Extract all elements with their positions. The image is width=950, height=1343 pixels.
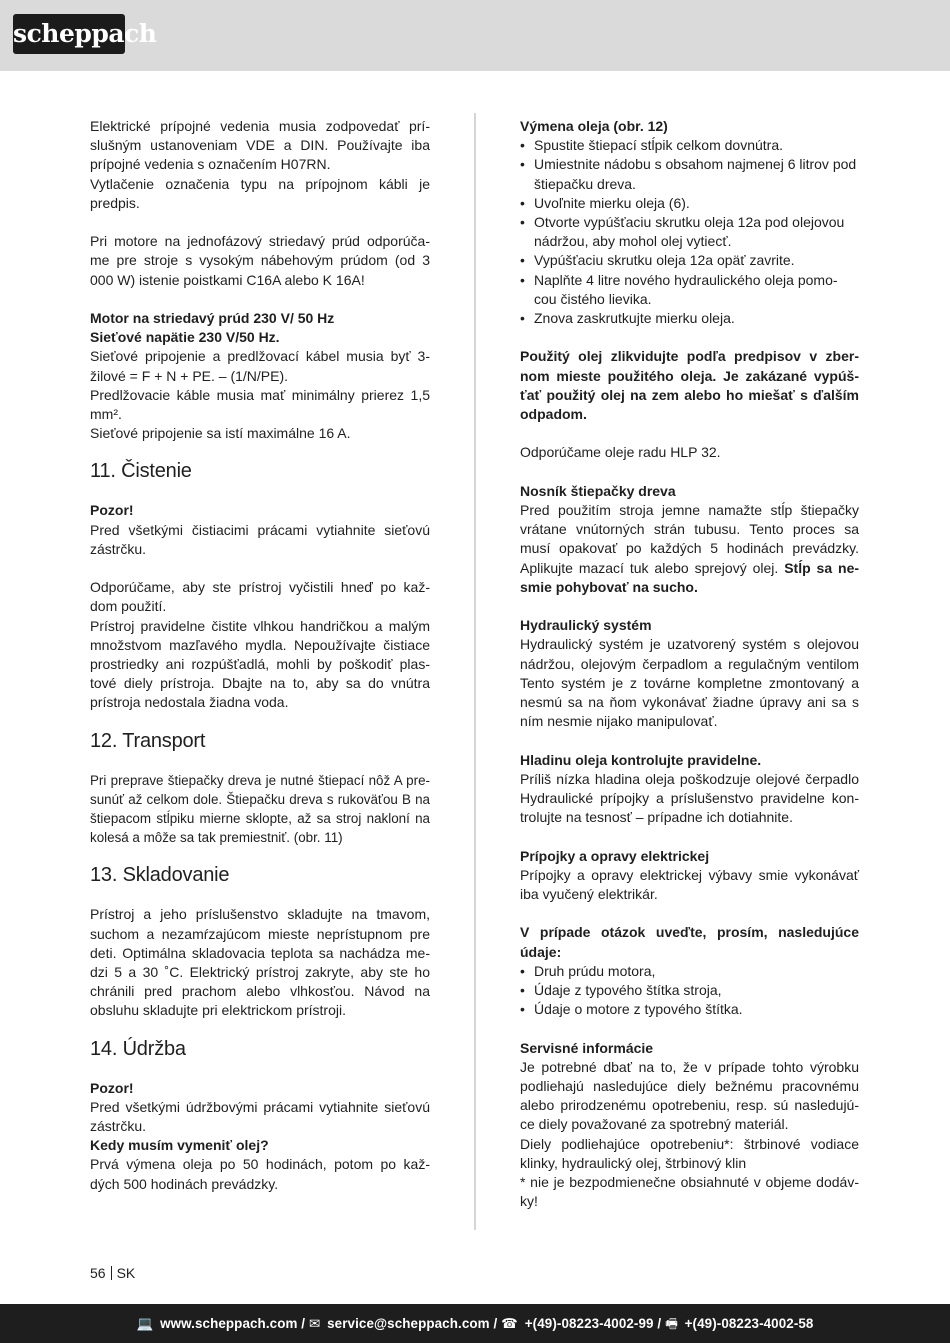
disposal-warning: Použitý olej zlikvidujte podľa predpisov v zber-nom mieste použitého oleja. Je zakázané vypúš-ťať použitý olej na zem alebo ho miešať s ďalším odpadom. [520,348,859,423]
subheading: Nosník štiepačky dreva [520,482,676,499]
subheading: Výmena oleja (obr. 12) [520,118,668,134]
paragraph: Sieťové pripojenie a predlžovací kábel musia byť 3-žilové = F + N + PE. – (1/N/PE). [90,348,430,384]
list-item: • Druh prúdu motora, [520,962,859,981]
list-item: • Údaje z typového štítka stroja, [520,981,859,1000]
right-column [520,117,859,1211]
required-info-list [520,962,859,1020]
paragraph: Pred všetkými údržbovými prácami vytiahnite sieťovú zástrčku. [90,1098,430,1135]
subheading: V prípade otázok uveďte, prosím, nasledujúce údaje: [520,924,859,960]
section-heading-maintenance [90,1037,430,1061]
separator [111,1266,112,1280]
section-heading-storage [90,863,430,887]
section-number: 13. [90,864,118,887]
paragraph: Predlžovacie káble musia mať minimálny prierez 1,5 mm². [90,386,430,423]
list-item: • Uvoľnite mierku oleja (6). [520,194,859,213]
computer-icon: 💻 [136,1316,154,1331]
phone-icon: ☎ [501,1316,518,1331]
warning-label: Pozor! [90,1079,134,1096]
list-item: • Spustite štiepací stĺpik celkom dovnútra. [520,136,859,155]
paragraph: Pri motore na jednofázový striedavý prúd odporúča-me pre stroje s vysokým nábehovým prúdom (od 3 000 W) istenie poistkami C16A alebo K 16A! [90,233,430,288]
fax-icon: 🖷 [665,1316,678,1331]
page-number [90,1264,135,1282]
section-title: Skladovanie [122,864,230,887]
phone-number: +(49)-08223-4002-99 / [524,1316,662,1331]
section-title: Údržba [122,1037,186,1060]
column-divider [474,113,476,1230]
email-link[interactable]: service@scheppach.com / [327,1316,498,1331]
paragraph: Pri preprave štiepačky dreva je nutné štiepací nôž A pre-sunúť až celkom dole. Štiepačku dreva s rukoväťou B na štiepacom stĺpiku mierne sklopte, až sa stroj nakloní na kolesá a môže sa tak premiestniť. (obr. 11) [90,772,430,846]
paragraph: Prípojky a opravy elektrickej výbavy smie vykonávať iba vyučený elektrikár. [520,866,859,903]
section-number: 14. [90,1037,118,1060]
bold-note: Stĺp sa ne-smie pohybovať na sucho. [520,559,860,595]
paragraph: Prvá výmena oleja po 50 hodinách, potom po kaž-dých 500 hodinách prevádzky. [90,1156,430,1192]
scheppach-logo: scheppach [13,14,125,54]
list-item: • Údaje o motore z typového štítka. [520,1000,859,1019]
list-item: • Otvorte vypúšťaciu skrutku oleja 12a pod olejovou nádržou, aby mohol olej vytiecť. [520,213,859,251]
paragraph: Odporúčame, aby ste prístroj vyčistili hneď po kaž-dom použití. [90,579,430,615]
fax-number: +(49)-08223-4002-58 [684,1316,814,1331]
subheading: Hladinu oleja kontrolujte pravidelne. [520,751,762,768]
language-code: SK [116,1265,136,1281]
subheading: Kedy musím vymeniť olej? [90,1137,269,1154]
paragraph: Pred všetkými čistiacimi prácami vytiahnite sieťovú zástrčku. [90,521,430,557]
subheading: Motor na striedavý prúd 230 V/ 50 Hz [90,310,335,326]
subheading: Servisné informácie [520,1039,654,1056]
left-column [90,117,430,1194]
mail-icon: ✉ [308,1316,321,1331]
section-number: 12. [90,729,118,752]
subheading: Sieťové napätie 230 V/50 Hz. [90,329,280,346]
page-number-value: 56 [90,1265,106,1281]
section-heading-transport [90,729,430,753]
paragraph: Diely podliehajúce opotrebeniu*: štrbinové vodiace klinky, hydraulický olej, štrbinový klin [520,1135,859,1171]
list-item: • Umiestnite nádobu s obsahom najmenej 6 litrov pod štiepačku dreva. [520,155,859,193]
paragraph: Je potrebné dbať na to, že v prípade tohto výrobku podliehajú nasledujúce diely bežnému pracovnému alebo prirodzenému opotrebeniu, resp. sú nasledujú-ce diely považované za spotrebný materiál. [520,1058,859,1133]
paragraph: * nie je bezpodmienečne obsiahnuté v objeme dodáv-ky! [520,1174,859,1210]
paragraph: Odporúčame oleje radu HLP 32. [520,444,721,461]
paragraph: Prístroj pravidelne čistite vlhkou handričkou a malým množstvom mazľavého mydla. Nepoužívajte čistiace prostriedky ani rozpúšťadlá, mohli by poškodiť plas-tové diely prístroja. Dbajte na to, aby sa do vnútra prístroja nedostala žiadna voda. [90,617,430,711]
oil-change-steps [520,136,859,328]
paragraph: Príliš nízka hladina oleja poškodzuje olejové čerpadlo Hydraulické prípojky a príslušenstvo pravidelne kon-trolujte na tesnosť – prípadne ich dotiahnite. [520,770,859,826]
paragraph-text: Pred použitím stroja jemne namažte stĺp štiepačky vrátane vnútorných strán tubusu. Tento proces sa musí opakovať po každých 5 hodinách prevádzky. Aplikujte mazací tuk alebo sprejový olej. [520,502,859,576]
warning-label: Pozor! [90,502,134,519]
paragraph [520,501,859,597]
subheading: Prípojky a opravy elektrickej [520,847,710,864]
paragraph: Vytlačenie označenia typu na prípojnom kábli je predpis. [90,175,430,211]
list-item: • Naplňte 4 litre nového hydraulického oleja pomo-cou čistého lievika. [520,271,859,309]
list-item: • Vypúšťaciu skrutku oleja 12a opäť zavrite. [520,251,859,270]
section-heading-cleaning [90,459,430,483]
subheading: Hydraulický systém [520,617,652,634]
paragraph: Hydraulický systém je uzatvorený systém s olejovou nádržou, olejovým čerpadlom a regulačným ventilom Tento systém je z továrne kompletne zmontovaný a nesmú sa na ňom vykonávať žiadne úpravy ani sa s ním nesmie nijako manipulovať. [520,636,859,730]
paragraph: Prístroj a jeho príslušenstvo skladujte na tmavom, suchom a nezamŕzajúcom mieste neprístupnom pre deti. Optimálna skladovacia teplota sa nachádza me-dzi 5 a 30 ˚C. Elektrický prístroj zakryte, aby ste ho chránili pred prachom alebo vlhkosťou. Návod na obsluhu skladujte pri elektrickom prístroji. [90,906,430,1019]
section-title: Transport [122,729,206,752]
header-bar [0,0,950,71]
section-title: Čistenie [121,460,192,483]
section-number: 11. [90,460,116,483]
paragraph: Sieťové pripojenie sa istí maximálne 16 A. [90,425,351,442]
footer-bar [0,1304,950,1343]
website-link[interactable]: www.scheppach.com / [160,1316,306,1331]
paragraph: Elektrické prípojné vedenia musia zodpovedať prí-slušným ustanoveniam VDE a DIN. Používajte iba prípojné vedenia s označením H07RN. [90,118,430,173]
list-item: • Znova zaskrutkujte mierku oleja. [520,309,859,328]
